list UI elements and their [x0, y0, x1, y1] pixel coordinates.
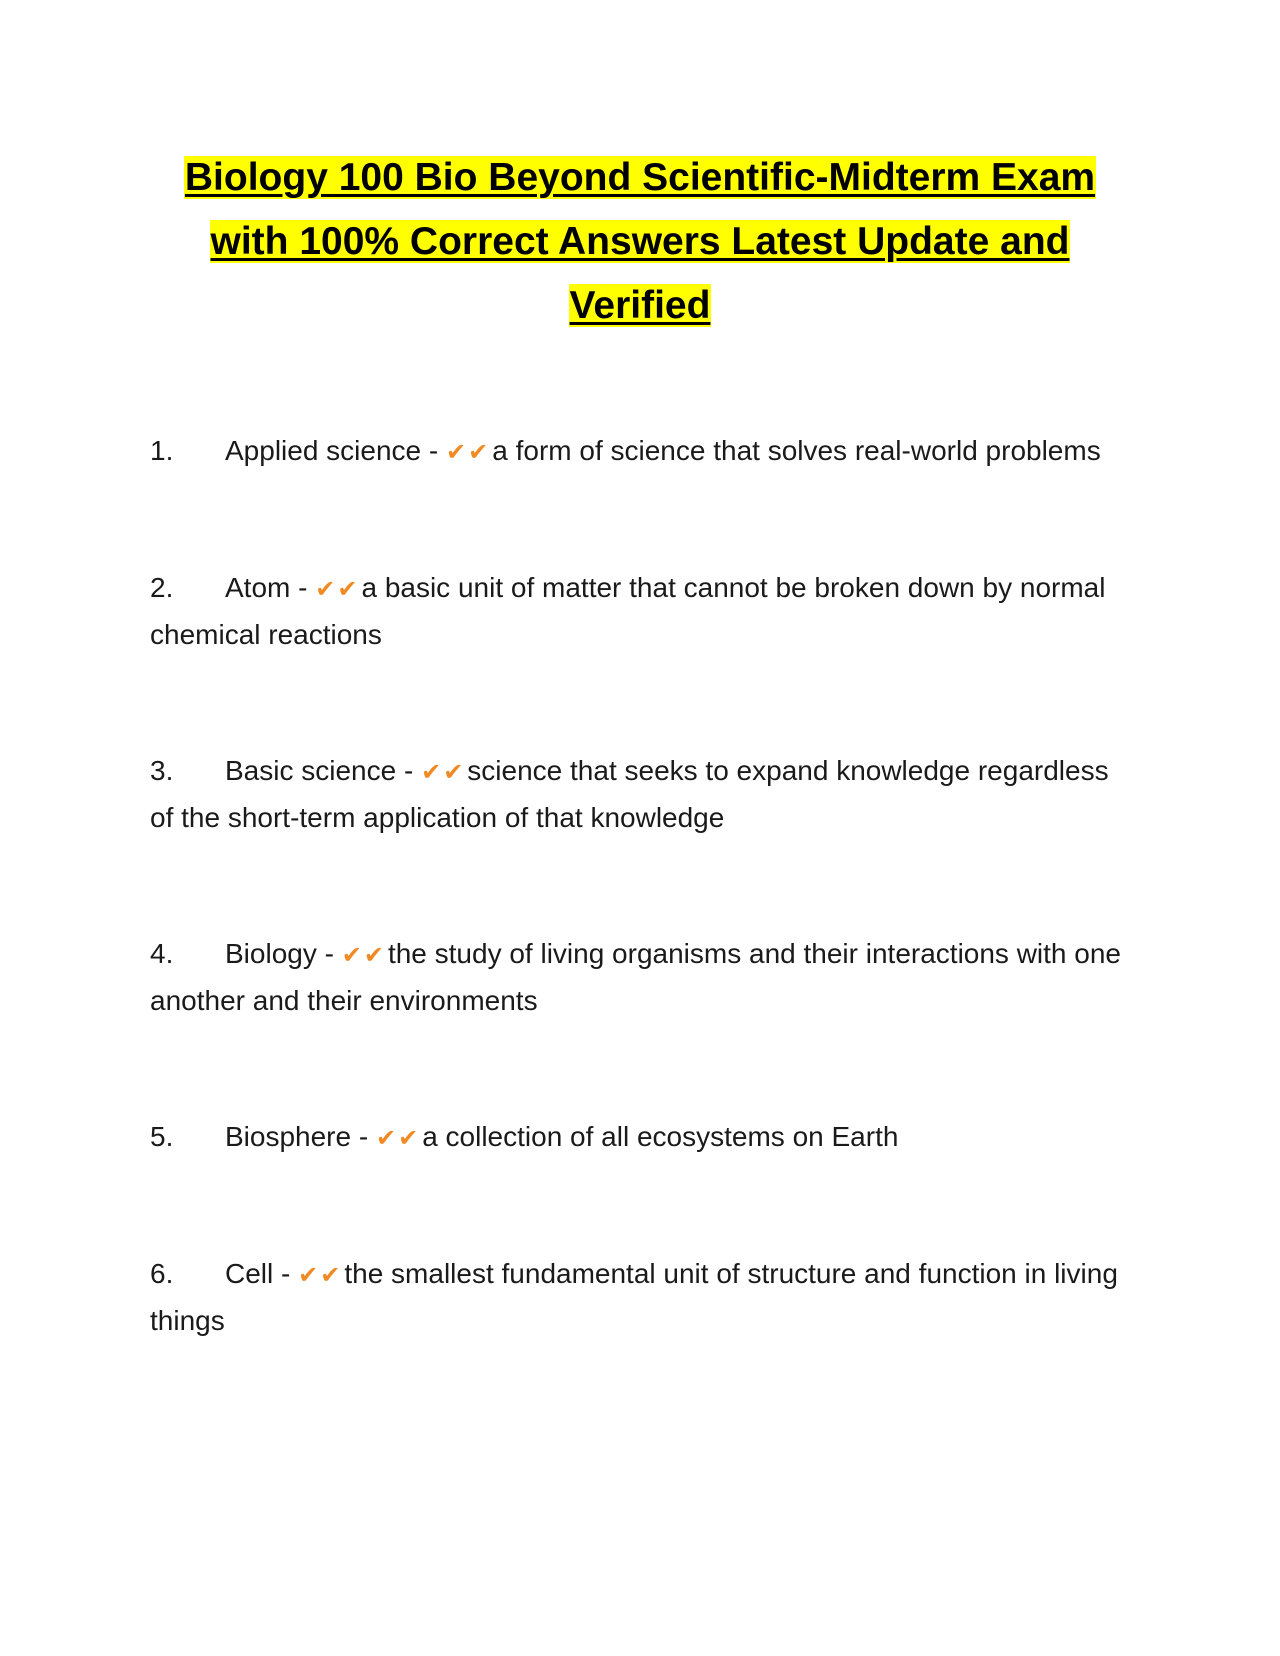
- item-term: Cell -: [225, 1258, 291, 1289]
- item-number: 6.: [150, 1258, 174, 1289]
- item-term: Biosphere -: [225, 1121, 369, 1152]
- qa-item: [150, 1251, 1130, 1344]
- double-check-icon: ✔✔: [421, 758, 466, 786]
- item-term: Basic science -: [225, 755, 414, 786]
- qa-list: [150, 428, 1130, 1344]
- item-term: Biology -: [225, 938, 334, 969]
- double-check-icon: ✔✔: [375, 1124, 421, 1152]
- double-check-icon: ✔✔: [446, 438, 491, 466]
- double-check-icon: ✔✔: [315, 575, 360, 603]
- item-term: Applied science -: [225, 435, 439, 466]
- item-number: 4.: [150, 938, 174, 969]
- item-number: 2.: [150, 572, 174, 603]
- item-definition: a basic unit of matter that cannot be broken down by normal chemical reactions: [150, 572, 1106, 650]
- document-title-text: Biology 100 Bio Beyond Scientific-Midterm Exam with 100% Correct Answers Latest Update and Verified: [184, 156, 1096, 327]
- item-definition: the smallest fundamental unit of structure and function in living things: [150, 1258, 1118, 1336]
- item-number: 5.: [150, 1121, 174, 1152]
- document-title: [150, 146, 1130, 338]
- qa-item: [150, 565, 1130, 658]
- qa-item: [150, 748, 1130, 841]
- item-number: 3.: [150, 755, 174, 786]
- qa-item: [150, 428, 1130, 475]
- item-term: Atom -: [225, 572, 308, 603]
- item-definition: science that seeks to expand knowledge regardless of the short-term application of that knowledge: [150, 755, 1109, 833]
- qa-item: [150, 1114, 1130, 1161]
- item-definition: the study of living organisms and their interactions with one another and their environments: [150, 938, 1121, 1016]
- double-check-icon: ✔✔: [341, 941, 386, 969]
- item-definition: a form of science that solves real-world problems: [492, 435, 1101, 466]
- qa-item: [150, 931, 1130, 1024]
- double-check-icon: ✔✔: [298, 1261, 343, 1289]
- item-number: 1.: [150, 435, 174, 466]
- item-definition: a collection of all ecosystems on Earth: [422, 1121, 899, 1152]
